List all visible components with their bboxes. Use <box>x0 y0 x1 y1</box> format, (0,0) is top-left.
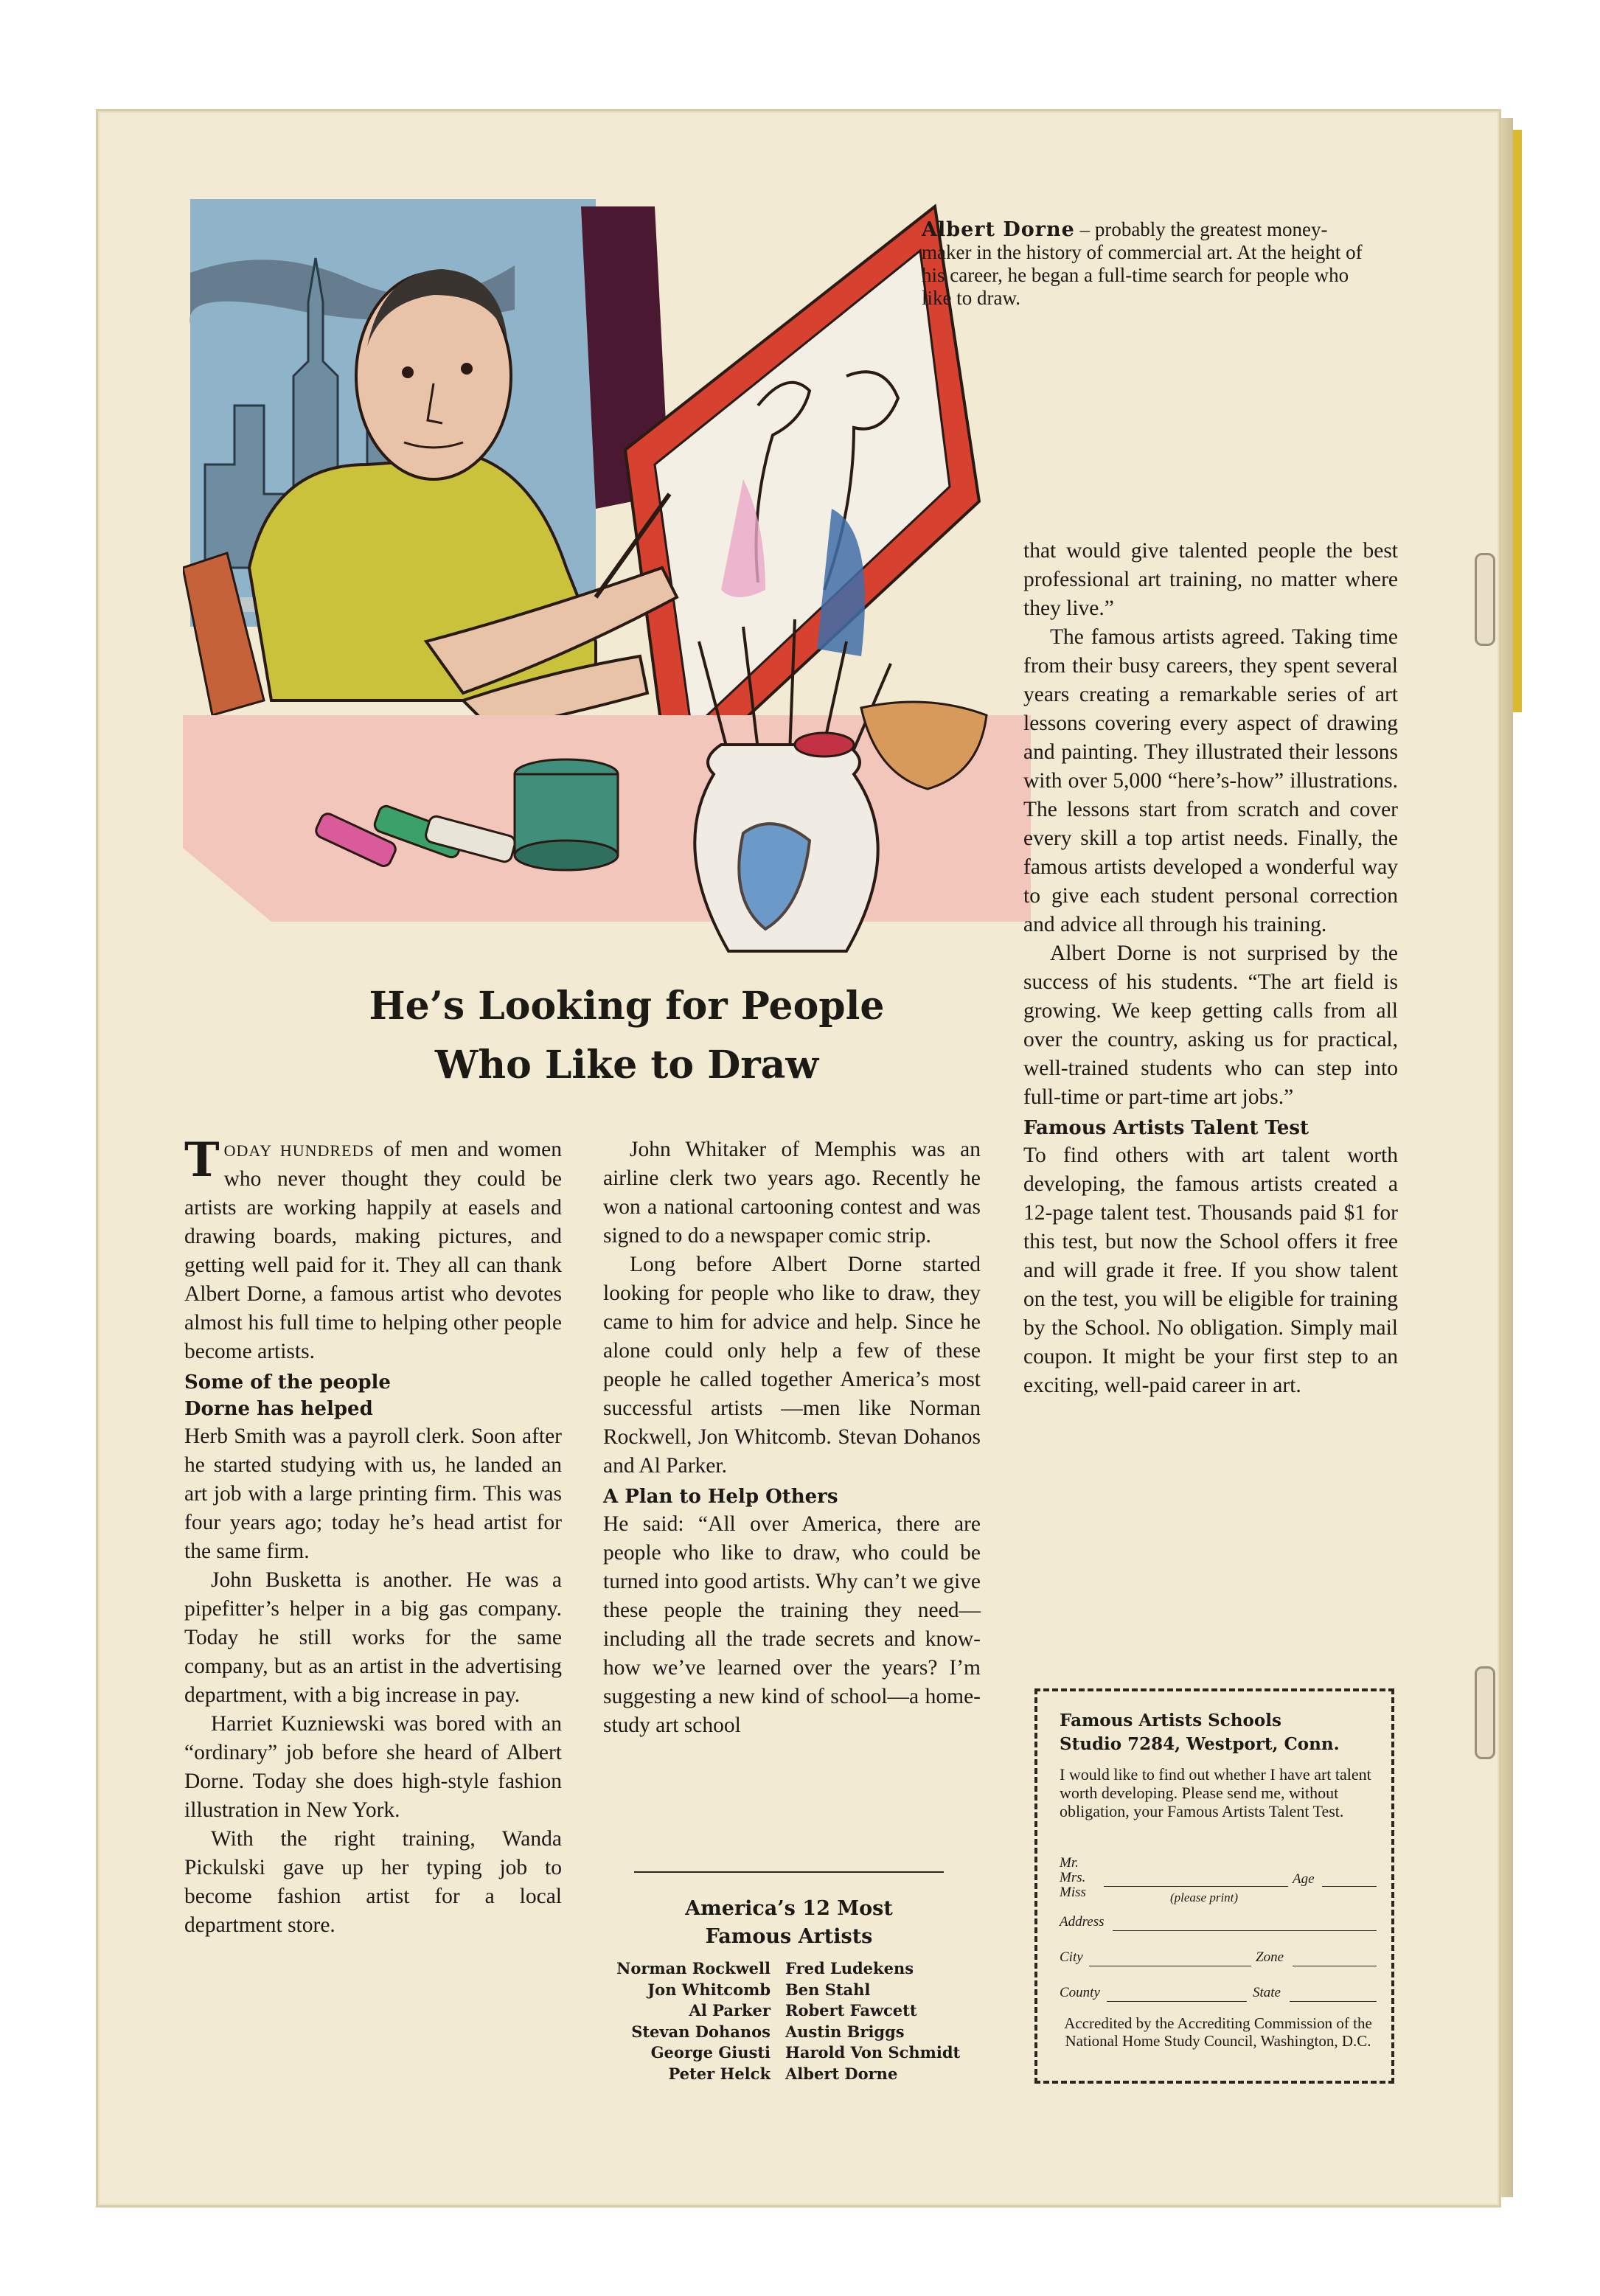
county-line <box>1107 2001 1247 2002</box>
state-line <box>1290 2001 1377 2002</box>
coupon-name-field[interactable] <box>1060 1855 1377 1904</box>
lead-smallcaps: ODAY HUNDREDS <box>223 1141 375 1160</box>
artist-name: Robert Fawcett <box>785 2001 917 2020</box>
coupon-address-field[interactable] <box>1060 1914 1377 1930</box>
title-line: America’s 12 Most <box>685 1897 893 1920</box>
drop-cap: T <box>184 1133 220 1188</box>
coupon-school-name: Famous Artists Schools <box>1060 1711 1281 1730</box>
field-label: City <box>1060 1949 1083 1965</box>
famous-artists-title <box>605 1895 973 1951</box>
artist-name: Norman Rockwell <box>616 1959 771 1977</box>
section-heading: Famous Artists Talent Test <box>1023 1117 1309 1139</box>
headline-line-2: Who Like to Draw <box>434 1043 819 1088</box>
field-label: Mr. <box>1060 1855 1079 1871</box>
cover-edge <box>1513 130 1522 712</box>
field-label: County <box>1060 1985 1100 2000</box>
paragraph: Albert Dorne is not surprised by the success of his students. “The art field is growing. We keep getting calls from all over the country, asking us for practical, well-trained students who can step into full-time or part-time art jobs.” <box>1023 942 1398 1109</box>
staple <box>1475 1666 1495 1759</box>
coupon-address <box>1060 1709 1340 1756</box>
artist-name: Austin Briggs <box>785 2022 905 2041</box>
illustration-caption <box>922 218 1371 310</box>
field-label: Mrs. <box>1060 1870 1086 1885</box>
artist-name: Harold Von Schmidt <box>785 2043 961 2062</box>
artist-name: Stevan Dohanos <box>631 2022 771 2041</box>
paragraph: John Busketta is another. He was a pipefitter’s helper in a big gas company. Today he still works for the same company, but as an artist in the advertising department, with a big increase in pay. <box>184 1568 562 1707</box>
artist-name: Jon Whitcomb <box>647 1980 771 1999</box>
field-label: Age <box>1293 1871 1315 1887</box>
paragraph: The famous artists agreed. Taking time from their busy careers, they spent several years creating a remarkable series of art lessons covering every aspect of drawing and painting. They illustrated their lessons with over 5,000 “here’s-how” illustrations. The lessons start from scratch and cover every skill a top artist needs. Finally, the famous artists developed a wonderful way to give each student personal correction and advice all through his training. <box>1023 625 1398 936</box>
paragraph-text: of men and women who never thought they could be artists are working happily at easels and drawing boards, making pictures, and getting well paid for it. They all can thank Albert Dorne, a famous artist who devotes almost his full time to helping other people become artists. <box>184 1138 562 1363</box>
paragraph <box>184 1135 562 1366</box>
paragraph: With the right training, Wanda Pickulski gave up her typing job to become fashion artist for a local department store. <box>184 1827 562 1937</box>
artist-name: Fred Ludekens <box>785 1959 914 1977</box>
page-title <box>184 977 1069 1095</box>
artist-illustration <box>183 184 1031 1017</box>
heading-line: Some of the people <box>184 1371 391 1394</box>
section-heading: A Plan to Help Others <box>603 1486 838 1508</box>
artist-name: Al Parker <box>689 2001 771 2020</box>
paragraph: He said: “All over America, there are people who like to draw, who could be turned into good artists. Why can’t we give these people the training they need—including all the trade secrets and know-how we’ve learned over the years? I’m suggesting a new kind of school—a home-study art school <box>603 1512 981 1737</box>
headline-line-1: He’s Looking for People <box>369 984 885 1029</box>
staple <box>1475 553 1495 646</box>
field-label: State <box>1253 1985 1281 2000</box>
heading-line: Dorne has helped <box>184 1398 373 1420</box>
paragraph: Harriet Kuzniewski was bored with an “ordinary” job before she heard of Albert Dorne. Today she does high-style fashion illustration in New York. <box>184 1712 562 1822</box>
field-label: Miss <box>1060 1885 1086 1900</box>
caption-text: – probably the greatest money-maker in the history of commercial art. At the height of his career, he began a full-time search for people who like to draw. <box>922 218 1363 309</box>
paragraph: Herb Smith was a payroll clerk. Soon after he started studying with us, he landed an art job with a large printing firm. This was four years ago; today he’s head artist for the same firm. <box>184 1424 562 1563</box>
mail-coupon <box>1034 1688 1394 2084</box>
article-column-3 <box>1023 537 1398 1400</box>
caption-name: Albert Dorne <box>922 218 1075 241</box>
artist-name: Peter Helck <box>668 2064 771 2083</box>
artist-list-left <box>590 1958 771 2084</box>
coupon-studio: Studio 7284, Westport, Conn. <box>1060 1734 1340 1754</box>
paragraph: that would give talented people the best professional art training, no matter where they live.” <box>1023 539 1398 620</box>
artist-name: Albert Dorne <box>785 2064 898 2083</box>
section-heading <box>184 1369 562 1422</box>
age-line <box>1322 1886 1377 1887</box>
divider <box>634 1871 944 1873</box>
article-column-1 <box>184 1135 562 1940</box>
field-label: Address <box>1060 1914 1105 1930</box>
artist-name: Ben Stahl <box>785 1980 871 1999</box>
coupon-request: I would like to find out whether I have art talent worth developing. Please send me, without obligation, your Famous Artists Talent Test. <box>1060 1765 1371 1820</box>
field-hint: (please print) <box>1170 1890 1239 1904</box>
article-column-2 <box>603 1135 981 1740</box>
coupon-city-field[interactable] <box>1060 1949 1377 1966</box>
field-label: Zone <box>1256 1949 1284 1965</box>
coupon-accreditation: Accredited by the Accrediting Commission of the National Home Study Council, Washington, D.C. <box>1064 2014 1372 2050</box>
paragraph: Long before Albert Dorne started looking for people who like to draw, they came to him for advice and help. Since he alone could only help a few of these people he called together America’s most successful artists —men like Norman Rockwell, Jon Whitcomb. Stevan Dohanos and Al Parker. <box>603 1253 981 1478</box>
paragraph: John Whitaker of Memphis was an airline clerk two years ago. Recently he won a national cartooning contest and was signed to do a newspaper comic strip. <box>603 1138 981 1248</box>
address-line <box>1113 1930 1377 1931</box>
coupon-county-field[interactable] <box>1060 1985 1377 2001</box>
name-line <box>1104 1886 1288 1887</box>
title-line: Famous Artists <box>705 1925 873 1948</box>
artist-list-right <box>785 1958 992 2084</box>
artist-name: George Giusti <box>650 2043 771 2062</box>
paragraph: To find others with art talent worth developing, the famous artists created a 12-page talent test. Thousands paid $1 for this test, but now the School offers it free and will grade it free. If you show talent on the test, you will be eligible for training by the School. No obligation. Simply mail coupon. It might be your first step to an exciting, well-paid career in art. <box>1023 1144 1398 1397</box>
